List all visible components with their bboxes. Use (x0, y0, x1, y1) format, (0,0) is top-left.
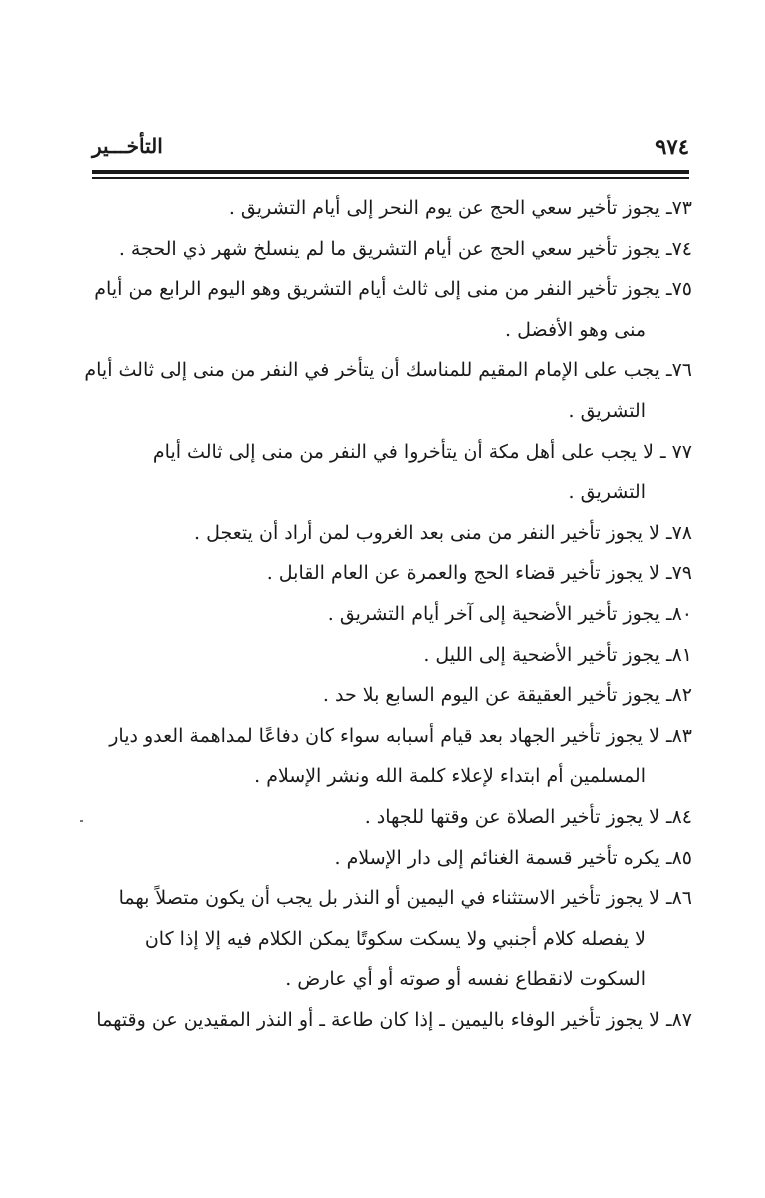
ruling-text: ٨٦ـ لا يجوز تأخير الاستثناء في اليمين أو النذر بل يجب أن يكون متصلاً بهما (118, 887, 692, 910)
ruling-text: ٨٣ـ لا يجوز تأخير الجهاد بعد قيام أسبابه سواء كان دفاعًا لمداهمة العدو ديار (109, 724, 692, 747)
ruling-continuation: التشريق . (568, 481, 646, 504)
rulings-list (84, 188, 692, 1040)
ruling-text: ٧٤ـ يجوز تأخير سعي الحج عن أيام التشريق ما لم ينسلخ شهر ذي الحجة . (118, 237, 692, 260)
ruling-continuation: منى وهو الأفضل . (505, 318, 646, 341)
ruling-continuation: لا يفصله كلام أجنبي ولا يسكت سكوتًا يمكن الكلام فيه إلا إذا كان (144, 927, 646, 950)
ruling-text: ٧٨ـ لا يجوز تأخير النفر من منى بعد الغروب لمن أراد أن يتعجل . (194, 521, 692, 544)
ruling-item (84, 513, 692, 554)
header-rule-thick (92, 170, 689, 174)
ruling-item (84, 269, 692, 350)
ruling-text: ٧٣ـ يجوز تأخير سعي الحج عن يوم النحر إلى أيام التشريق . (228, 197, 692, 219)
ruling-item (84, 716, 692, 797)
ruling-item (84, 797, 692, 838)
ruling-text: ٧٥ـ يجوز تأخير النفر من منى إلى ثالث أيام التشريق وهو اليوم الرابع من أيام (94, 278, 692, 301)
stray-mark (80, 820, 83, 822)
ruling-text: ٧٦ـ يجب على الإمام المقيم للمناسك أن يتأخر في النفر من منى إلى ثالث أيام (84, 359, 692, 382)
ruling-item (84, 838, 692, 879)
ruling-item (84, 432, 692, 513)
ruling-text: ٨٧ـ لا يجوز تأخير الوفاء باليمين ـ إذا كان طاعة ـ أو النذر المقيدين عن وقتهما (96, 1008, 692, 1031)
ruling-continuation: المسلمين أم ابتداء لإعلاء كلمة الله ونشر الإسلام . (254, 765, 646, 788)
running-header (92, 128, 689, 168)
ruling-item (84, 878, 692, 1000)
ruling-text: ٨٤ـ لا يجوز تأخير الصلاة عن وقتها للجهاد . (364, 805, 692, 828)
ruling-continuation: التشريق . (568, 399, 646, 422)
ruling-text: ٨١ـ يجوز تأخير الأضحية إلى الليل . (423, 643, 692, 666)
ruling-text: ٧٩ـ لا يجوز تأخير قضاء الحج والعمرة عن العام القابل . (266, 562, 692, 585)
ruling-item (84, 1000, 692, 1041)
ruling-text: ٧٧ ـ لا يجب على أهل مكة أن يتأخروا في النفر من منى إلى ثالث أيام (152, 440, 692, 463)
ruling-text: ٨٠ـ يجوز تأخير الأضحية إلى آخر أيام التشريق . (327, 602, 692, 625)
header-title: التأخـــير (92, 134, 163, 158)
ruling-item (84, 594, 692, 635)
ruling-item (84, 188, 692, 229)
ruling-text: ٨٥ـ يكره تأخير قسمة الغنائم إلى دار الإسلام . (334, 846, 692, 869)
ruling-text: ٨٢ـ يجوز تأخير العقيقة عن اليوم السابع بلا حد . (322, 684, 692, 707)
ruling-item (84, 675, 692, 716)
ruling-continuation: السكوت لانقطاع نفسه أو صوته أو أي عارض . (285, 968, 646, 991)
ruling-item (84, 553, 692, 594)
page-number: ٩٧٤ (655, 134, 689, 159)
header-rule-thin (92, 177, 689, 179)
ruling-item (84, 350, 692, 431)
ruling-item (84, 229, 692, 270)
ruling-item (84, 635, 692, 676)
